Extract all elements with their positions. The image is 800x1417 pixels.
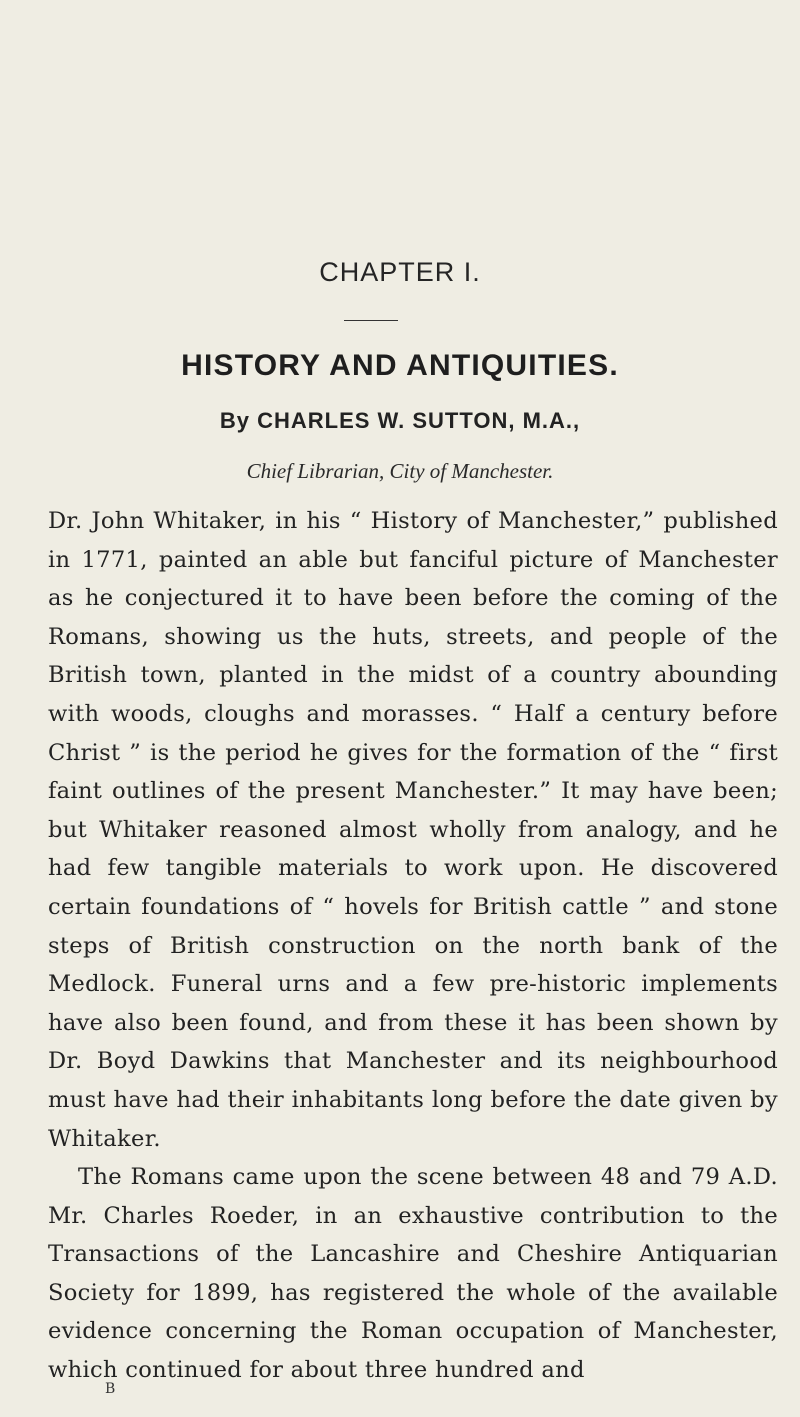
signature-mark: B [105, 1381, 116, 1397]
paragraph-2: The Romans came upon the scene between 48 and 79 A.D. Mr. Charles Roeder, in an exhaustive contribution to the Transactions of the Lancashire and Cheshire Antiquarian Society for 1899, has registered the whole of the available evidence concerning the Roman occupation of Manchester, which continued for about three hundred and [48, 1164, 778, 1384]
heading-rule [344, 320, 398, 321]
paragraph-1: Dr. John Whitaker, in his “ History of Manchester,” published in 1771, painted an able but fanciful picture of Manchester as he conjectured it to have been before the coming of the Romans, showing us the huts, streets, and people of the British town, planted in the midst of a country abounding with woods, cloughs and morasses. “ Half a century before Christ ” is the period he gives for the formation of the “ first faint outlines of the present Manchester.” It may have been; but Whitaker reasoned almost wholly from analogy, and he had few tangible materials to work upon. He discovered certain foundations of “ hovels for British cattle ” and stone steps of British construction on the north bank of the Medlock. Funeral urns and a few pre-historic implements have also been found, and from these it has been shown by Dr. Boyd Dawkins that Manchester and its neighbourhood must have had their inhabitants long before the date given by Whitaker. [48, 508, 778, 1152]
body-text [48, 502, 778, 1390]
article-title: HISTORY AND ANTIQUITIES. [181, 349, 619, 382]
chapter-heading: CHAPTER I. [319, 257, 481, 287]
author-byline: By CHARLES W. SUTTON, M.A., [219, 408, 581, 433]
author-role: Chief Librarian, City of Manchester. [246, 459, 554, 483]
